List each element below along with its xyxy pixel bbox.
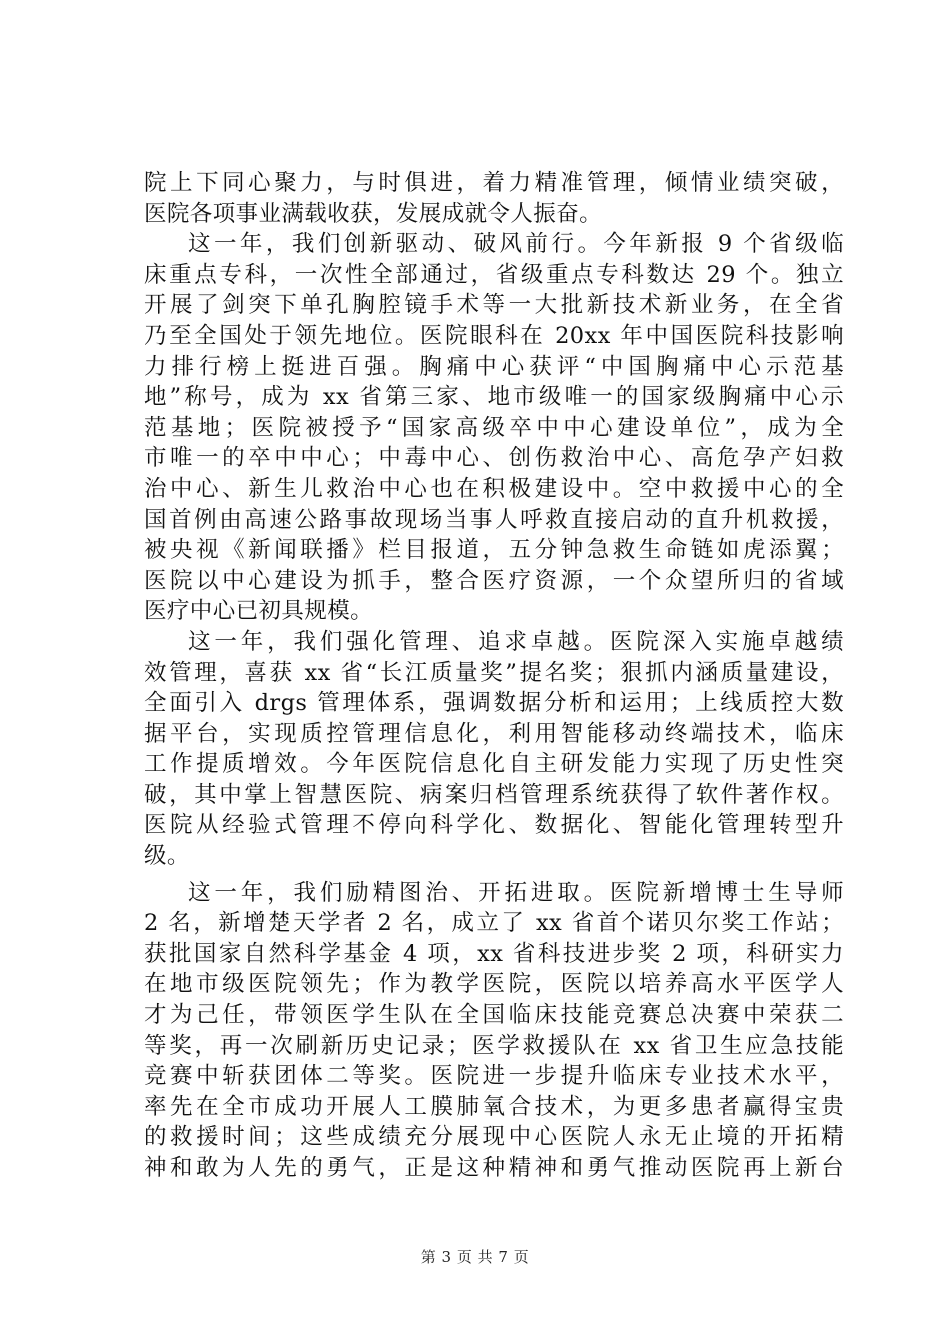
text-line: 才为己任，带领医学生队在全国临床技能竞赛总决赛中荣获二 bbox=[144, 1002, 844, 1029]
text-line: 开展了剑突下单孔胸腔镜手术等一大批新技术新业务，在全省 bbox=[144, 292, 844, 319]
body-text bbox=[144, 168, 844, 1184]
text-line: 破，其中掌上智慧医院、病案归档管理系统获得了软件著作权。 bbox=[144, 781, 844, 808]
text-line: 力排行榜上挺进百强。胸痛中心获评“中国胸痛中心示范基 bbox=[144, 353, 844, 380]
text-line: 地”称号，成为 xx 省第三家、地市级唯一的国家级胸痛中心示 bbox=[144, 384, 844, 411]
paragraph-3 bbox=[144, 627, 844, 872]
text-line: 率先在全市成功开展人工膜肺氧合技术，为更多患者赢得宝贵 bbox=[144, 1093, 844, 1120]
text-line: 医院从经验式管理不停向科学化、数据化、智能化管理转型升 bbox=[144, 812, 844, 839]
text-line: 神和敢为人先的勇气，正是这种精神和勇气推动医院再上新台 bbox=[144, 1155, 844, 1181]
text-line: 乃至全国处于领先地位。医院眼科在 20xx 年中国医院科技影响 bbox=[144, 322, 844, 349]
text-line: 医院以中心建设为抓手，整合医疗资源，一个众望所归的省域 bbox=[144, 567, 844, 594]
text-line: 的救援时间；这些成绩充分展现中心医院人永无止境的开拓精 bbox=[144, 1124, 844, 1151]
text-line: 工作提质增效。今年医院信息化自主研发能力实现了历史性突 bbox=[144, 751, 844, 778]
text-line: 据平台，实现质控管理信息化，利用智能移动终端技术，临床 bbox=[144, 720, 844, 747]
text-line: 这一年，我们强化管理、追求卓越。医院深入实施卓越绩 bbox=[188, 628, 844, 655]
text-line: 医疗中心已初具规模。 bbox=[144, 598, 374, 625]
text-line: 全面引入 drgs 管理体系，强调数据分析和运用；上线质控大数 bbox=[144, 690, 844, 717]
text-line: 等奖，再一次刷新历史记录；医学救援队在 xx 省卫生应急技能 bbox=[144, 1032, 844, 1059]
text-line: 市唯一的卒中中心；中毒中心、创伤救治中心、高危孕产妇救 bbox=[144, 445, 844, 472]
paragraph-2 bbox=[144, 229, 844, 627]
text-line: 范基地；医院被授予“国家高级卒中中心建设单位”，成为全 bbox=[144, 414, 844, 441]
text-line: 被央视《新闻联播》栏目报道，五分钟急救生命链如虎添翼； bbox=[144, 537, 844, 564]
text-line: 效管理，喜获 xx 省“长江质量奖”提名奖；狠抓内涵质量建设， bbox=[144, 659, 844, 686]
text-line: 床重点专科，一次性全部通过，省级重点专科数达 29 个。独立 bbox=[144, 261, 844, 288]
text-line: 国首例由高速公路事故现场当事人呼救直接启动的直升机救援， bbox=[144, 506, 844, 533]
paragraph-4 bbox=[144, 878, 844, 1184]
text-line: 级。 bbox=[144, 843, 190, 870]
text-line: 获批国家自然科学基金 4 项，xx 省科技进步奖 2 项，科研实力 bbox=[144, 940, 844, 967]
text-line: 在地市级医院领先；作为教学医院，医院以培养高水平医学人 bbox=[144, 971, 844, 998]
text-line: 治中心、新生儿救治中心也在积极建设中。空中救援中心的全 bbox=[144, 475, 844, 502]
page-number-footer: 第 3 页 共 7 页 bbox=[420, 1248, 530, 1266]
paragraph-1 bbox=[144, 168, 844, 229]
text-line: 这一年，我们创新驱动、破风前行。今年新报 9 个省级临 bbox=[188, 231, 844, 258]
text-line: 医院各项事业满载收获，发展成就令人振奋。 bbox=[144, 200, 603, 227]
text-line: 院上下同心聚力，与时俱进，着力精准管理，倾情业绩突破， bbox=[144, 170, 844, 196]
text-line: 竞赛中斩获团体二等奖。医院进一步提升临床专业技术水平， bbox=[144, 1063, 844, 1090]
text-line: 这一年，我们励精图治、开拓进取。医院新增博士生导师 bbox=[188, 879, 844, 906]
text-line: 2 名，新增楚天学者 2 名，成立了 xx 省首个诺贝尔奖工作站； bbox=[144, 910, 844, 937]
